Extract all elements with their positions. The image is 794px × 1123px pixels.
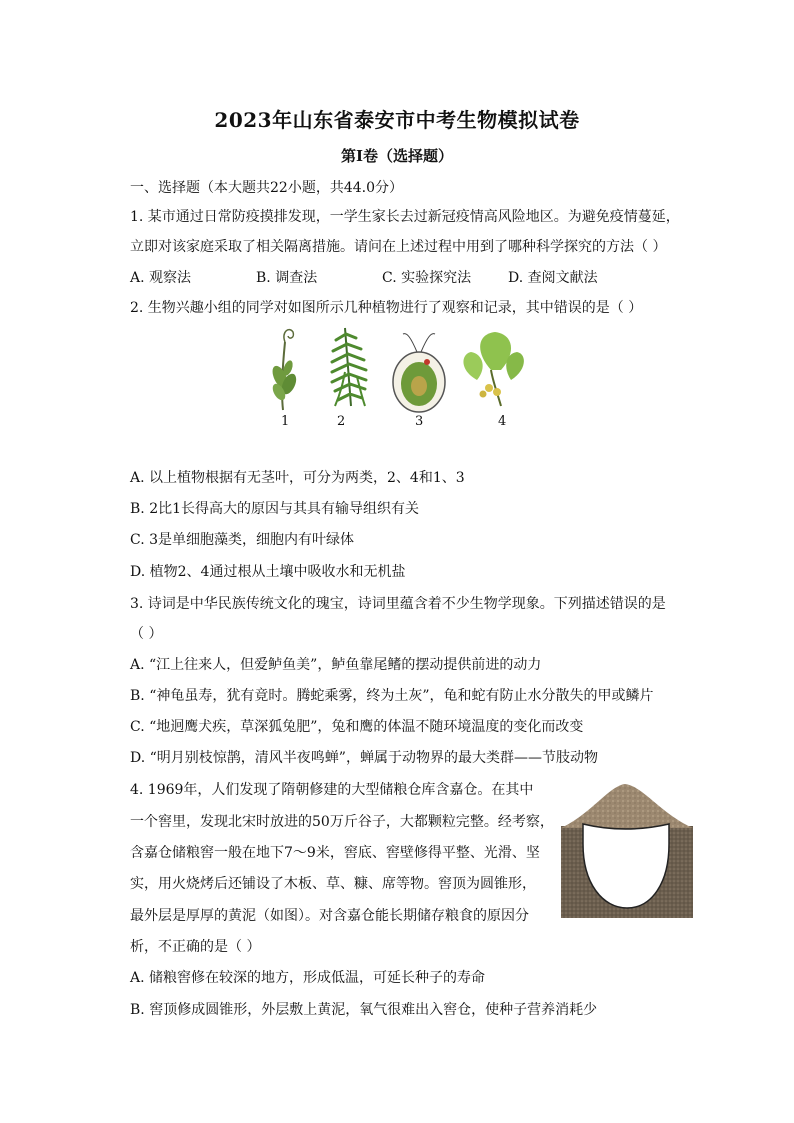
q4-option-b[interactable]: B. 窖顶修成圆锥形，外层敷上黄泥，氧气很难出入窖仓，使种子营养消耗少 bbox=[130, 1002, 598, 1018]
plant-1-moss-image bbox=[269, 330, 299, 410]
q3-stem-line1: 3. 诗词是中华民族传统文化的瑰宝，诗词里蕴含着不少生物学现象。下列描述错误的是 bbox=[130, 596, 666, 612]
q4-stem-line4: 实，用火烧烤后还铺设了木板、草、糠、席等物。窖顶为圆锥形， bbox=[130, 876, 536, 892]
plant-3-algae-image bbox=[393, 334, 445, 412]
q3-option-d[interactable]: D. “明月别枝惊鹊，清风半夜鸣蝉”，蝉属于动物界的最大类群——节肢动物 bbox=[130, 750, 598, 766]
q4-stem-line2: 一个窖里，发现北宋时放进的50万斤谷子，大都颗粒完整。经考察， bbox=[130, 814, 554, 830]
q3-option-b[interactable]: B. “神龟虽寿，犹有竟时。腾蛇乘雾，终为土灰”，龟和蛇有防止水分散失的甲或鳞片 bbox=[130, 688, 654, 704]
q1-option-d[interactable]: D. 查阅文献法 bbox=[508, 270, 598, 286]
figure-label-2: 2 bbox=[337, 414, 346, 429]
q4-stem-line5: 最外层是厚厚的黄泥（如图）。对含嘉仓能长期储存粮食的原因分 bbox=[130, 908, 529, 924]
figure-label-4: 4 bbox=[498, 414, 507, 429]
q3-stem-line2: （ ） bbox=[130, 626, 163, 642]
q3-option-a[interactable]: A. “江上往来人，但爱鲈鱼美”，鲈鱼靠尾鳍的摆动提供前进的动力 bbox=[130, 657, 542, 673]
q4-stem-line1: 4. 1969年，人们发现了隋朝修建的大型储粮仓库含嘉仓。在其中 bbox=[130, 782, 534, 798]
q1-stem-line1: 1. 某市通过日常防疫摸排发现，一学生家长去过新冠疫情高风险地区。为避免疫情蔓延， bbox=[130, 209, 680, 225]
q2-option-a[interactable]: A. 以上植物根据有无茎叶，可分为两类，2、4和1、3 bbox=[130, 470, 465, 486]
q1-option-c[interactable]: C. 实验探究法 bbox=[382, 270, 472, 286]
q4-option-a[interactable]: A. 储粮窖修在较深的地方，形成低温，可延长种子的寿命 bbox=[130, 970, 486, 986]
q2-option-b[interactable]: B. 2比1长得高大的原因与其具有输导组织有关 bbox=[130, 501, 420, 517]
figure-label-3: 3 bbox=[415, 414, 424, 429]
plant-4-ginkgo-image bbox=[463, 332, 523, 406]
q2-stem: 2. 生物兴趣小组的同学对如图所示几种植物进行了观察和记录，其中错误的是（ ） bbox=[130, 300, 643, 316]
q3-option-c[interactable]: C. “地迥鹰犬疾，草深狐兔肥”，兔和鹰的体温不随环境温度的变化而改变 bbox=[130, 719, 584, 735]
granary-cellar-figure bbox=[561, 784, 693, 918]
q1-options bbox=[130, 268, 670, 288]
page-subtitle: 第Ⅰ卷（选择题） bbox=[340, 147, 454, 165]
q4-stem-line6: 析，不正确的是（ ） bbox=[130, 939, 261, 955]
q1-option-a[interactable]: A. 观察法 bbox=[130, 270, 192, 286]
section-heading: 一、选择题（本大题共22小题，共44.0分） bbox=[130, 180, 403, 196]
q1-stem-line2: 立即对该家庭采取了相关隔离措施。请问在上述过程中用到了哪种科学探究的方法（ ） bbox=[130, 239, 667, 255]
page-title: 2023年山东省泰安市中考生物模拟试卷 bbox=[214, 108, 580, 132]
plants-figure bbox=[255, 322, 535, 414]
q2-option-d[interactable]: D. 植物2、4通过根从土壤中吸收水和无机盐 bbox=[130, 564, 406, 580]
plant-2-fern-image bbox=[332, 328, 366, 406]
q4-stem-line3: 含嘉仓储粮窖一般在地下7～9米，窖底、窖壁修得平整、光滑、坚 bbox=[130, 845, 540, 861]
figure-label-1: 1 bbox=[281, 414, 290, 429]
q2-option-c[interactable]: C. 3是单细胞藻类，细胞内有叶绿体 bbox=[130, 532, 355, 548]
q1-option-b[interactable]: B. 调查法 bbox=[256, 270, 318, 286]
